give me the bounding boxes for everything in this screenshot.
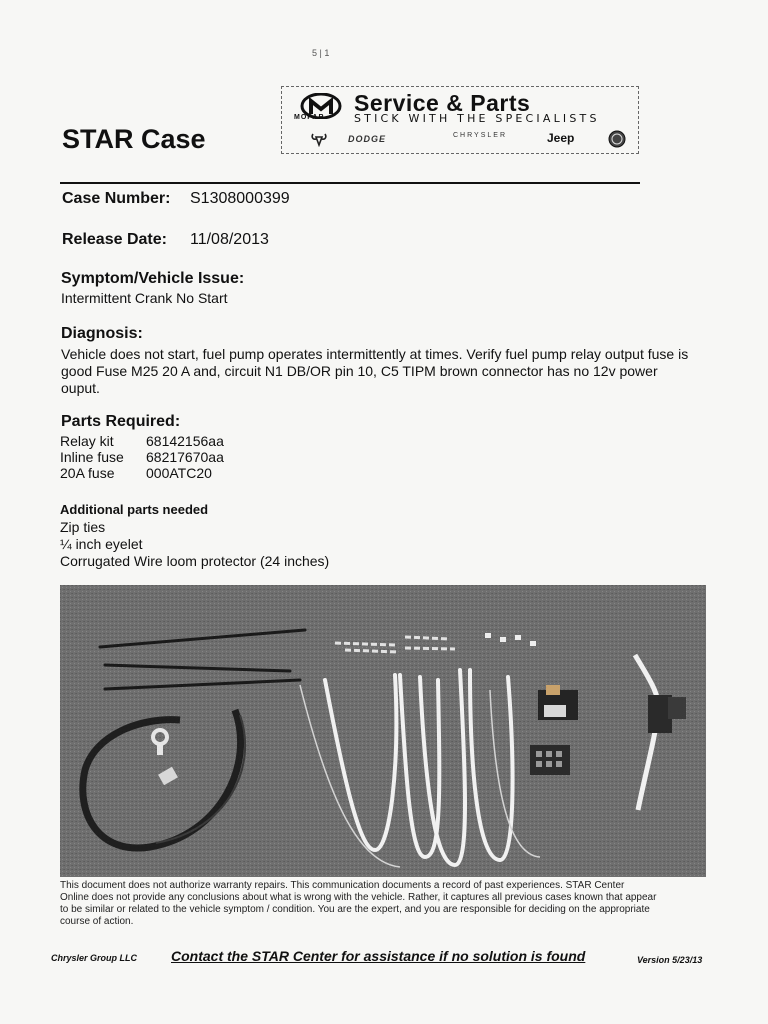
disclaimer-line: Online does not provide any conclusions about what is wrong with the vehicle. Rather, it captures all previous cases known that appear xyxy=(60,892,657,903)
parts-photo xyxy=(60,585,706,877)
part-name: Inline fuse xyxy=(60,449,124,465)
brand-chrysler: CHRYSLER xyxy=(453,132,507,139)
logo-title: Service & Parts xyxy=(354,90,531,116)
brand-jeep: Jeep xyxy=(547,131,575,145)
list-item: ¼ inch eyelet xyxy=(60,536,143,552)
table-row xyxy=(60,465,224,481)
parts-table xyxy=(60,433,224,481)
footer-company: Chrysler Group LLC xyxy=(51,953,138,963)
brand-row xyxy=(290,129,630,151)
part-number: 68217670aa xyxy=(146,449,224,465)
diagnosis-text xyxy=(61,346,721,397)
additional-parts-heading: Additional parts needed xyxy=(60,502,209,517)
document-title: STAR Case xyxy=(62,124,206,154)
release-date-label: Release Date: xyxy=(62,231,167,248)
part-number: 000ATC20 xyxy=(146,465,212,481)
ram-icon xyxy=(310,131,328,147)
header-divider xyxy=(60,182,640,184)
disclaimer-line: course of action. xyxy=(60,916,134,927)
service-parts-logo xyxy=(281,86,639,154)
table-row xyxy=(60,433,224,449)
brand-dodge: DODGE xyxy=(348,134,387,144)
case-number-label: Case Number: xyxy=(62,190,171,207)
diagnosis-heading: Diagnosis: xyxy=(61,325,143,342)
disclaimer-line: to be similar or related to the vehicle symptom / condition. You are the expert, and you are responsible for deciding on the appropriate xyxy=(60,904,650,915)
symptom-text: Intermittent Crank No Start xyxy=(61,290,228,306)
table-row xyxy=(60,449,224,465)
case-number-value: S1308000399 xyxy=(190,190,290,207)
page-mark: 5 | 1 xyxy=(312,48,330,58)
disclaimer-line: This document does not authorize warranty repairs. This communication documents a record of past experiences. STAR Center xyxy=(60,880,625,891)
disclaimer xyxy=(60,880,720,928)
parts-required-heading: Parts Required: xyxy=(61,413,181,430)
footer-contact: Contact the STAR Center for assistance if no solution is found xyxy=(171,948,586,964)
mopar-wordmark: MOPAR xyxy=(294,114,325,121)
diagnosis-line: good Fuse M25 20 A and, circuit N1 DB/OR pin 10, C5 TIPM brown connector has no 12v power xyxy=(61,363,658,379)
diagnosis-line: Vehicle does not start, fuel pump operates intermittently at times. Verify fuel pump relay output fuse is xyxy=(61,346,689,362)
list-item: Corrugated Wire loom protector (24 inches) xyxy=(60,553,330,569)
logo-tagline: STICK WITH THE SPECIALISTS xyxy=(354,112,600,125)
part-name: 20A fuse xyxy=(60,465,115,481)
diagnosis-line: ouput. xyxy=(61,380,100,396)
footer-version: Version 5/23/13 xyxy=(637,955,703,965)
symptom-heading: Symptom/Vehicle Issue: xyxy=(61,270,245,287)
part-number: 68142156aa xyxy=(146,433,224,449)
list-item: Zip ties xyxy=(60,519,106,535)
additional-parts-list xyxy=(60,519,329,570)
part-name: Relay kit xyxy=(60,433,114,449)
fiat-badge-icon xyxy=(608,130,626,148)
release-date-value: 11/08/2013 xyxy=(190,231,269,248)
